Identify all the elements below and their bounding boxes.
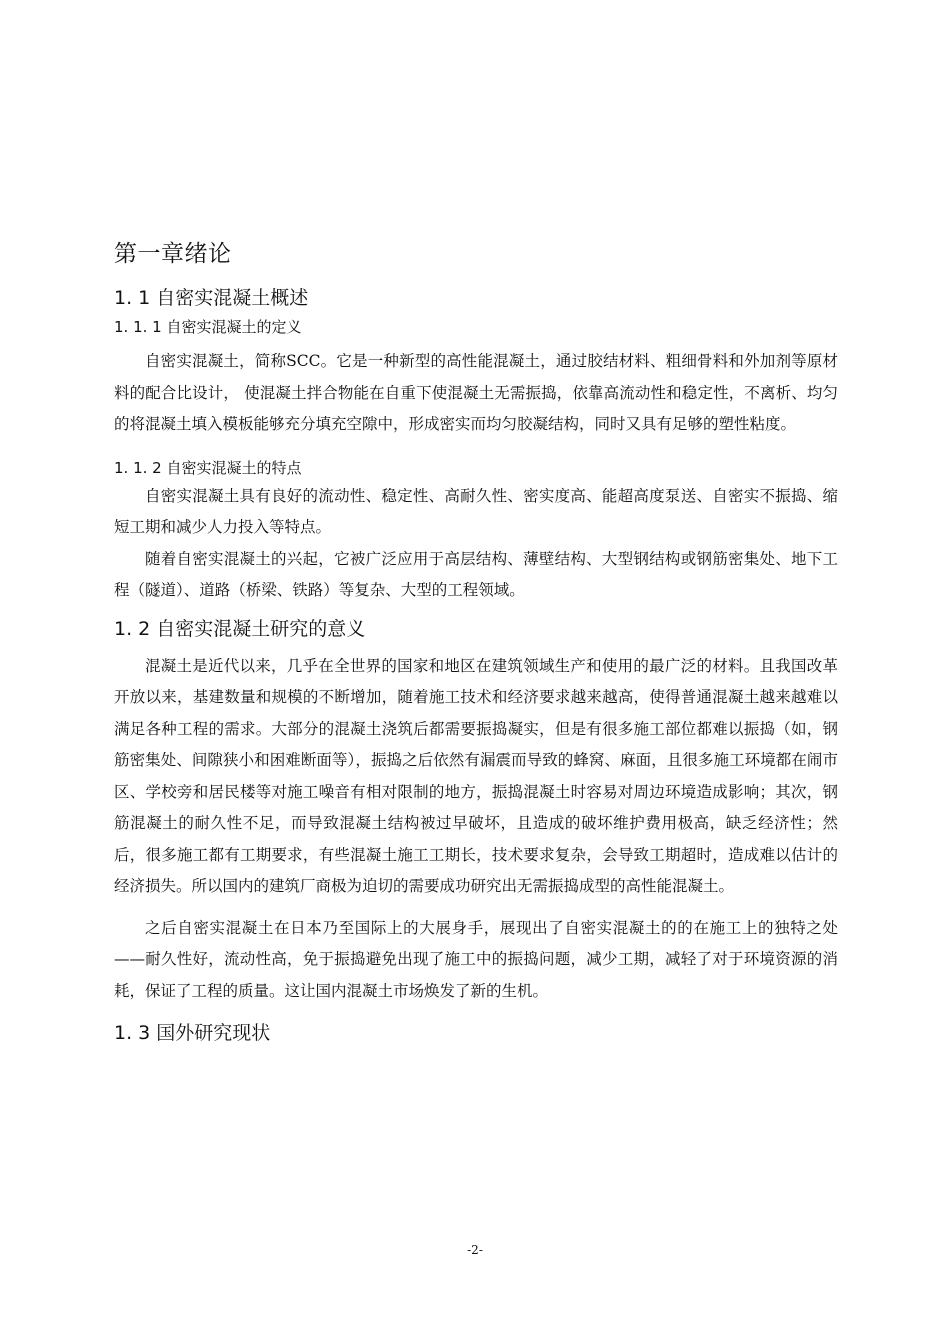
spacer bbox=[114, 903, 838, 913]
chapter-title: 第一章绪论 bbox=[114, 241, 232, 267]
features-paragraph: 自密实混凝土具有良好的流动性、稳定性、高耐久性、密实度高、能超高度泵送、自密实不振捣、缩短工期和减少人力投入等特点。 bbox=[114, 486, 838, 536]
page-content bbox=[114, 232, 838, 1049]
section-1-1-2-heading: 1. 1. 2 自密实混凝土的特点 bbox=[114, 458, 302, 477]
page-number: -2- bbox=[467, 1243, 483, 1257]
applications-paragraph: 随着自密实混凝土的兴起，它被广泛应用于高层结构、薄壁结构、大型钢结构或钢筋密集处、地下工程（隧道）、道路（桥梁、铁路）等复杂、大型的工程领域。 bbox=[114, 549, 838, 599]
spacer bbox=[114, 1007, 838, 1017]
significance-paragraph-1: 混凝土是近代以来，几乎在全世界的国家和地区在建筑领域生产和使用的最广泛的材料。且我国改革开放以来，基建数量和规模的不断增加，随着施工技术和经济要求越来越高，使得普通混凝土越来越难以满足各种工程的需求。大部分的混凝土浇筑后都需要振捣凝实，但是有很多施工部位都难以振捣（如，钢筋密集处、间隙狭小和困难断面等），振捣之后依然有漏震而导致的蜂窝、麻面，且很多施工环境都在闹市区、学校旁和居民楼等对施工噪音有相对限制的地方，振捣混凝土时容易对周边环境造成影响；其次，钢筋混凝土的耐久性不足，而导致混凝土结构被过早破坏，且造成的破坏维护费用极高，缺乏经济性；然后，很多施工都有工期要求，有些混凝土施工工期长，技术要求复杂，会导致工期超时，造成难以估计的经济损失。所以国内的建筑厂商极为迫切的需要成功研究出无需振捣成型的高性能混凝土。 bbox=[114, 656, 838, 895]
spacer bbox=[114, 441, 838, 455]
definition-paragraph: 自密实混凝土，简称SCC。它是一种新型的高性能混凝土，通过胶结材料、粗细骨料和外加剂等原材料的配合比设计， 使混凝土拌合物能在自重下使混凝土无需振捣，依靠高流动性和稳定性，不离析、均匀的将混凝土填入模板能够充分填充空隙中，形成密实而均匀胶凝结构，同时又具有足够的塑性粘度。 bbox=[114, 352, 838, 433]
significance-paragraph-2: 之后自密实混凝土在日本乃至国际上的大展身手，展现出了自密实混凝土的的在施工上的独特之处——耐久性好，流动性高，免于振捣避免出现了施工中的振捣问题，减少工期，减轻了对于环境资源的消耗，保证了工程的质量。这让国内混凝土市场焕发了新的生机。 bbox=[114, 918, 838, 1000]
section-1-1-heading: 1. 1 自密实混凝土概述 bbox=[114, 287, 309, 309]
section-1-3-heading: 1. 3 国外研究现状 bbox=[114, 1022, 271, 1044]
section-1-1-1-heading: 1. 1. 1 自密实混凝土的定义 bbox=[114, 318, 302, 336]
section-1-2-heading: 1. 2 自密实混凝土研究的意义 bbox=[114, 617, 366, 640]
